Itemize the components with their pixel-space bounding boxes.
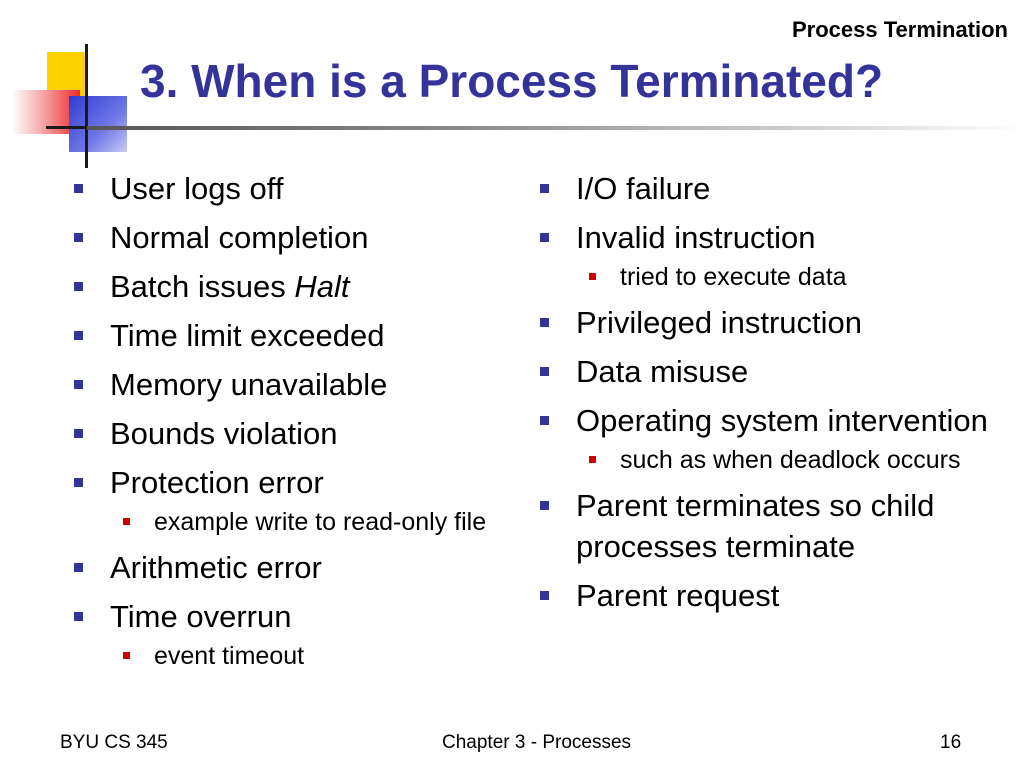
- bullet-text: Memory unavailable: [110, 367, 388, 402]
- title-underline: [87, 126, 1024, 130]
- bullet-item: [538, 400, 1008, 441]
- section-title: Process Termination: [792, 17, 1008, 42]
- bullet-item: [538, 168, 1008, 209]
- left-bullet-list: [72, 168, 512, 681]
- sub-bullet-text: such as when deadlock occurs: [620, 446, 961, 474]
- bullet-text: Parent request: [576, 578, 780, 613]
- bullet-text: Invalid instruction: [576, 220, 816, 255]
- bullet-item: [72, 413, 512, 454]
- bullet-text: Privileged instruction: [576, 305, 863, 340]
- bullet-text: Batch issues: [110, 269, 295, 304]
- slide-logo-decoration: [0, 0, 140, 170]
- logo-blue-square: [69, 96, 127, 152]
- bullet-text: Protection error: [110, 465, 324, 500]
- bullet-item: [72, 315, 512, 356]
- bullet-item: [538, 575, 1008, 616]
- bullet-item: [538, 351, 1008, 392]
- bullet-item: [72, 364, 512, 405]
- bullet-item: [538, 302, 1008, 343]
- bullet-item: [72, 547, 512, 588]
- bullet-text: Data misuse: [576, 354, 749, 389]
- bullet-text: Normal completion: [110, 220, 369, 255]
- sub-bullet-item: [120, 639, 512, 673]
- bullet-item: [538, 485, 1008, 567]
- bullet-text: Arithmetic error: [110, 550, 322, 585]
- right-bullet-list: [538, 168, 1008, 624]
- bullet-text: Parent terminates so child processes terminate: [576, 488, 935, 564]
- sub-bullet-text: event timeout: [154, 642, 305, 670]
- bullet-emphasis: Halt: [294, 269, 350, 304]
- bullet-text: Time limit exceeded: [110, 318, 385, 353]
- slide-title: 3. When is a Process Terminated?: [140, 55, 884, 107]
- sub-bullet-text: tried to execute data: [620, 263, 847, 291]
- bullet-text: Bounds violation: [110, 416, 338, 451]
- sub-bullet-item: [586, 443, 1008, 477]
- bullet-item: [72, 266, 512, 307]
- sub-bullet-item: [120, 505, 512, 539]
- logo-vertical-line: [85, 44, 88, 168]
- bullet-text: Time overrun: [110, 599, 292, 634]
- sub-bullet-item: [586, 260, 1008, 294]
- bullet-item: [72, 596, 512, 637]
- bullet-text: Operating system intervention: [576, 403, 988, 438]
- footer-course: BYU CS 345: [60, 732, 168, 753]
- bullet-item: [538, 217, 1008, 258]
- bullet-text: I/O failure: [576, 171, 711, 206]
- sub-bullet-text: example write to read-only file: [154, 508, 487, 536]
- bullet-item: [72, 168, 512, 209]
- bullet-item: [72, 462, 512, 503]
- footer-chapter: Chapter 3 - Processes: [442, 732, 632, 753]
- bullet-item: [72, 217, 512, 258]
- footer-page-number: 16: [940, 732, 962, 753]
- bullet-text: User logs off: [110, 171, 284, 206]
